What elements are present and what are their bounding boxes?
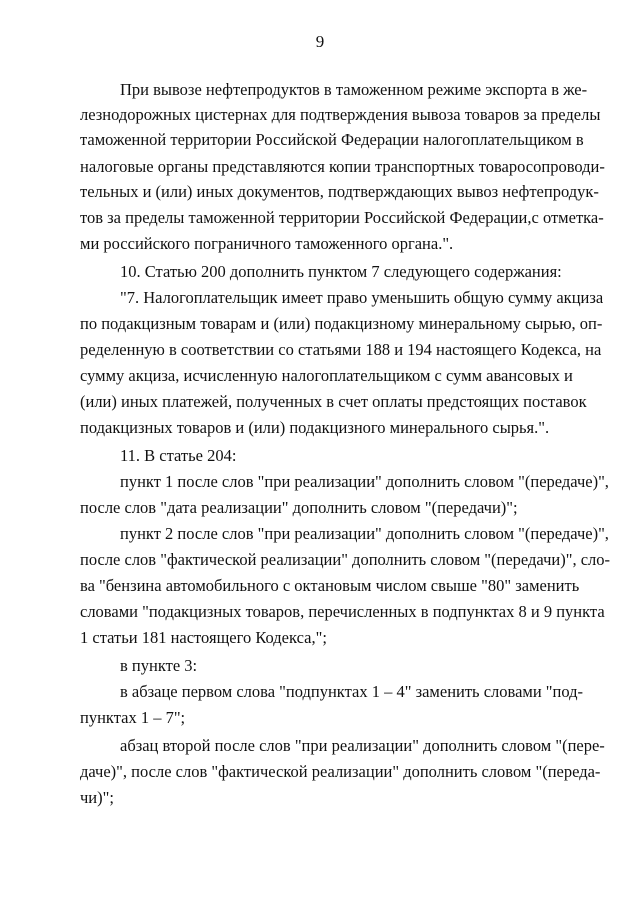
text-line: 10. Статью 200 дополнить пунктом 7 следующего содержания: (120, 262, 562, 281)
text-line: абзац второй после слов "при реализации" дополнить словом "(пере- (120, 736, 605, 755)
text-line: "7. Налогоплательщик имеет право уменьшить общую сумму акциза (120, 288, 604, 307)
text-line: налоговые органы представляются копии транспортных товаросопроводи- (80, 157, 605, 176)
text-line: пункт 1 после слов "при реализации" дополнить словом "(передаче)", (120, 472, 609, 491)
text-line: в пункте 3: (120, 656, 198, 675)
text-line: подакцизных товаров и (или) подакцизного минерального сырья.". (80, 418, 550, 437)
text-line: 11. В статье 204: (120, 446, 237, 465)
text-line: пункт 2 после слов "при реализации" дополнить словом "(передаче)", (120, 524, 609, 543)
text-line: чи)"; (80, 788, 114, 807)
text-line: 1 статьи 181 настоящего Кодекса,"; (80, 628, 327, 647)
text-line: даче)", после слов "фактической реализации" дополнить словом "(переда- (80, 762, 601, 781)
text-line: сумму акциза, исчисленную налогоплательщиком с сумм авансовых и (80, 366, 573, 385)
text-line: пунктах 1 – 7"; (80, 708, 186, 727)
text-line: ределенную в соответствии со статьями 188 и 194 настоящего Кодекса, на (80, 340, 602, 359)
text-line: тельных и (или) иных документов, подтверждающих вывоз нефтепродук- (80, 182, 599, 201)
text-line: после слов "дата реализации" дополнить словом "(передачи)"; (80, 498, 518, 517)
text-line: лезнодорожных цистернах для подтверждения вывоза товаров за пределы (80, 105, 601, 124)
text-line: тов за пределы таможенной территории Российской Федерации,с отметка- (80, 208, 604, 227)
text-line: по подакцизным товарам и (или) подакцизному минеральному сырью, оп- (80, 314, 603, 333)
text-line: ми российского пограничного таможенного органа.". (80, 234, 454, 253)
text-line: При вывозе нефтепродуктов в таможенном режиме экспорта в же- (120, 80, 588, 99)
text-line: после слов "фактической реализации" дополнить словом "(передачи)", сло- (80, 550, 611, 569)
page-number: 9 (315, 32, 325, 51)
text-line: (или) иных платежей, полученных в счет оплаты предстоящих поставок (80, 392, 587, 411)
text-line: таможенной территории Российской Федерации налогоплательщиком в (80, 130, 584, 149)
text-line: словами "подакцизных товаров, перечисленных в подпунктах 8 и 9 пункта (80, 602, 605, 621)
text-line: ва "бензина автомобильного с октановым числом свыше "80" заменить (80, 576, 580, 595)
text-line: в абзаце первом слова "подпунктах 1 – 4" заменить словами "под- (120, 682, 584, 701)
